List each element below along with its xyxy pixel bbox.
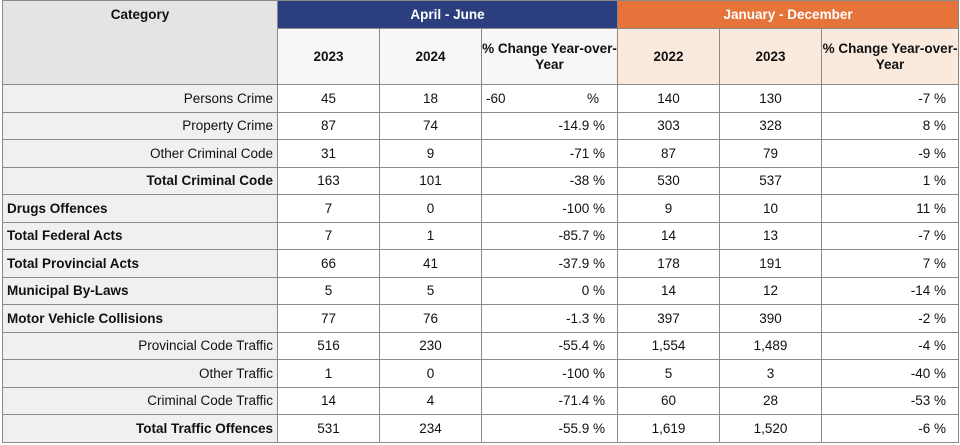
apr-2023-value: 1: [278, 360, 380, 388]
apr-2023-value: 45: [278, 85, 380, 113]
jan-2022-value: 14: [618, 277, 720, 305]
jan-pct-change: 1 %: [822, 167, 959, 195]
apr-pct-change-header: % Change Year-over-Year: [482, 29, 618, 85]
crime-statistics-table: [2, 0, 959, 443]
apr-pct-change: -14.9 %: [482, 112, 618, 140]
row-category: Provincial Code Traffic: [3, 332, 278, 360]
apr-pct-change: -55.9 %: [482, 415, 618, 443]
row-category: Total Federal Acts: [3, 222, 278, 250]
apr-2023-value: 7: [278, 222, 380, 250]
jan-pct-change: -14 %: [822, 277, 959, 305]
apr-2024-value: 18: [380, 85, 482, 113]
jan-2022-value: 14: [618, 222, 720, 250]
jan-pct-change: -4 %: [822, 332, 959, 360]
apr-year-2023-header: 2023: [278, 29, 380, 85]
table-row: [3, 167, 959, 195]
april-june-header: April - June: [278, 1, 618, 29]
table-body: [3, 85, 959, 443]
apr-pct-change: -100 %: [482, 360, 618, 388]
jan-2023-value: 390: [720, 305, 822, 333]
apr-pct-change: [482, 85, 618, 113]
apr-2023-value: 14: [278, 387, 380, 415]
table-row: [3, 222, 959, 250]
jan-2023-value: 1,520: [720, 415, 822, 443]
table-row: [3, 360, 959, 388]
jan-year-2022-header: 2022: [618, 29, 720, 85]
jan-2023-value: 13: [720, 222, 822, 250]
apr-2023-value: 163: [278, 167, 380, 195]
table-row: [3, 415, 959, 443]
jan-2023-value: 79: [720, 140, 822, 168]
jan-2022-value: 397: [618, 305, 720, 333]
jan-year-2023-header: 2023: [720, 29, 822, 85]
table-row: [3, 195, 959, 223]
apr-2024-value: 234: [380, 415, 482, 443]
row-category: Other Traffic: [3, 360, 278, 388]
jan-2022-value: 5: [618, 360, 720, 388]
apr-2023-value: 5: [278, 277, 380, 305]
apr-pct-change: 0 %: [482, 277, 618, 305]
row-category: Motor Vehicle Collisions: [3, 305, 278, 333]
apr-pct-change: -85.7 %: [482, 222, 618, 250]
row-category: Total Provincial Acts: [3, 250, 278, 278]
apr-2023-value: 516: [278, 332, 380, 360]
apr-pct-change: -37.9 %: [482, 250, 618, 278]
apr-2024-value: 101: [380, 167, 482, 195]
jan-2022-value: 60: [618, 387, 720, 415]
jan-pct-change: 11 %: [822, 195, 959, 223]
apr-pct-change: -71 %: [482, 140, 618, 168]
apr-pct-change: -55.4 %: [482, 332, 618, 360]
row-category: Drugs Offences: [3, 195, 278, 223]
table-row: [3, 332, 959, 360]
apr-2024-value: 5: [380, 277, 482, 305]
apr-2023-value: 7: [278, 195, 380, 223]
jan-pct-change: 7 %: [822, 250, 959, 278]
jan-pct-change: -53 %: [822, 387, 959, 415]
row-category: Municipal By-Laws: [3, 277, 278, 305]
apr-2023-value: 66: [278, 250, 380, 278]
category-header: Category: [3, 1, 278, 85]
apr-2024-value: 9: [380, 140, 482, 168]
jan-2022-value: 1,619: [618, 415, 720, 443]
apr-pct-number: -60: [486, 90, 506, 106]
jan-2022-value: 87: [618, 140, 720, 168]
jan-pct-change: 8 %: [822, 112, 959, 140]
apr-pct-symbol: %: [587, 90, 600, 106]
jan-2022-value: 303: [618, 112, 720, 140]
jan-2023-value: 3: [720, 360, 822, 388]
apr-2023-value: 31: [278, 140, 380, 168]
apr-pct-change: -100 %: [482, 195, 618, 223]
jan-pct-change: -2 %: [822, 305, 959, 333]
table-row: [3, 305, 959, 333]
apr-2023-value: 531: [278, 415, 380, 443]
jan-pct-change: -40 %: [822, 360, 959, 388]
row-category: Total Traffic Offences: [3, 415, 278, 443]
apr-pct-change: -1.3 %: [482, 305, 618, 333]
jan-pct-change: -6 %: [822, 415, 959, 443]
apr-pct-change: -38 %: [482, 167, 618, 195]
jan-pct-change: -7 %: [822, 222, 959, 250]
apr-pct-change: -71.4 %: [482, 387, 618, 415]
row-category: Property Crime: [3, 112, 278, 140]
table-row: [3, 140, 959, 168]
jan-2023-value: 328: [720, 112, 822, 140]
jan-2023-value: 1,489: [720, 332, 822, 360]
jan-2023-value: 537: [720, 167, 822, 195]
jan-pct-change-header: % Change Year-over-Year: [822, 29, 959, 85]
row-category: Persons Crime: [3, 85, 278, 113]
apr-2024-value: 41: [380, 250, 482, 278]
apr-2023-value: 87: [278, 112, 380, 140]
table-row: [3, 250, 959, 278]
apr-2023-value: 77: [278, 305, 380, 333]
apr-2024-value: 0: [380, 360, 482, 388]
apr-2024-value: 74: [380, 112, 482, 140]
apr-2024-value: 0: [380, 195, 482, 223]
jan-pct-change: -9 %: [822, 140, 959, 168]
january-december-header: January - December: [618, 1, 959, 29]
table-row: [3, 85, 959, 113]
jan-2022-value: 178: [618, 250, 720, 278]
apr-2024-value: 1: [380, 222, 482, 250]
row-category: Criminal Code Traffic: [3, 387, 278, 415]
table-row: [3, 277, 959, 305]
row-category: Total Criminal Code: [3, 167, 278, 195]
apr-2024-value: 76: [380, 305, 482, 333]
table-row: [3, 112, 959, 140]
row-category: Other Criminal Code: [3, 140, 278, 168]
table-row: [3, 387, 959, 415]
jan-2023-value: 191: [720, 250, 822, 278]
apr-year-2024-header: 2024: [380, 29, 482, 85]
jan-pct-change: -7 %: [822, 85, 959, 113]
apr-2024-value: 4: [380, 387, 482, 415]
jan-2022-value: 9: [618, 195, 720, 223]
jan-2022-value: 1,554: [618, 332, 720, 360]
jan-2023-value: 12: [720, 277, 822, 305]
jan-2023-value: 10: [720, 195, 822, 223]
apr-2024-value: 230: [380, 332, 482, 360]
jan-2022-value: 530: [618, 167, 720, 195]
jan-2022-value: 140: [618, 85, 720, 113]
jan-2023-value: 130: [720, 85, 822, 113]
jan-2023-value: 28: [720, 387, 822, 415]
